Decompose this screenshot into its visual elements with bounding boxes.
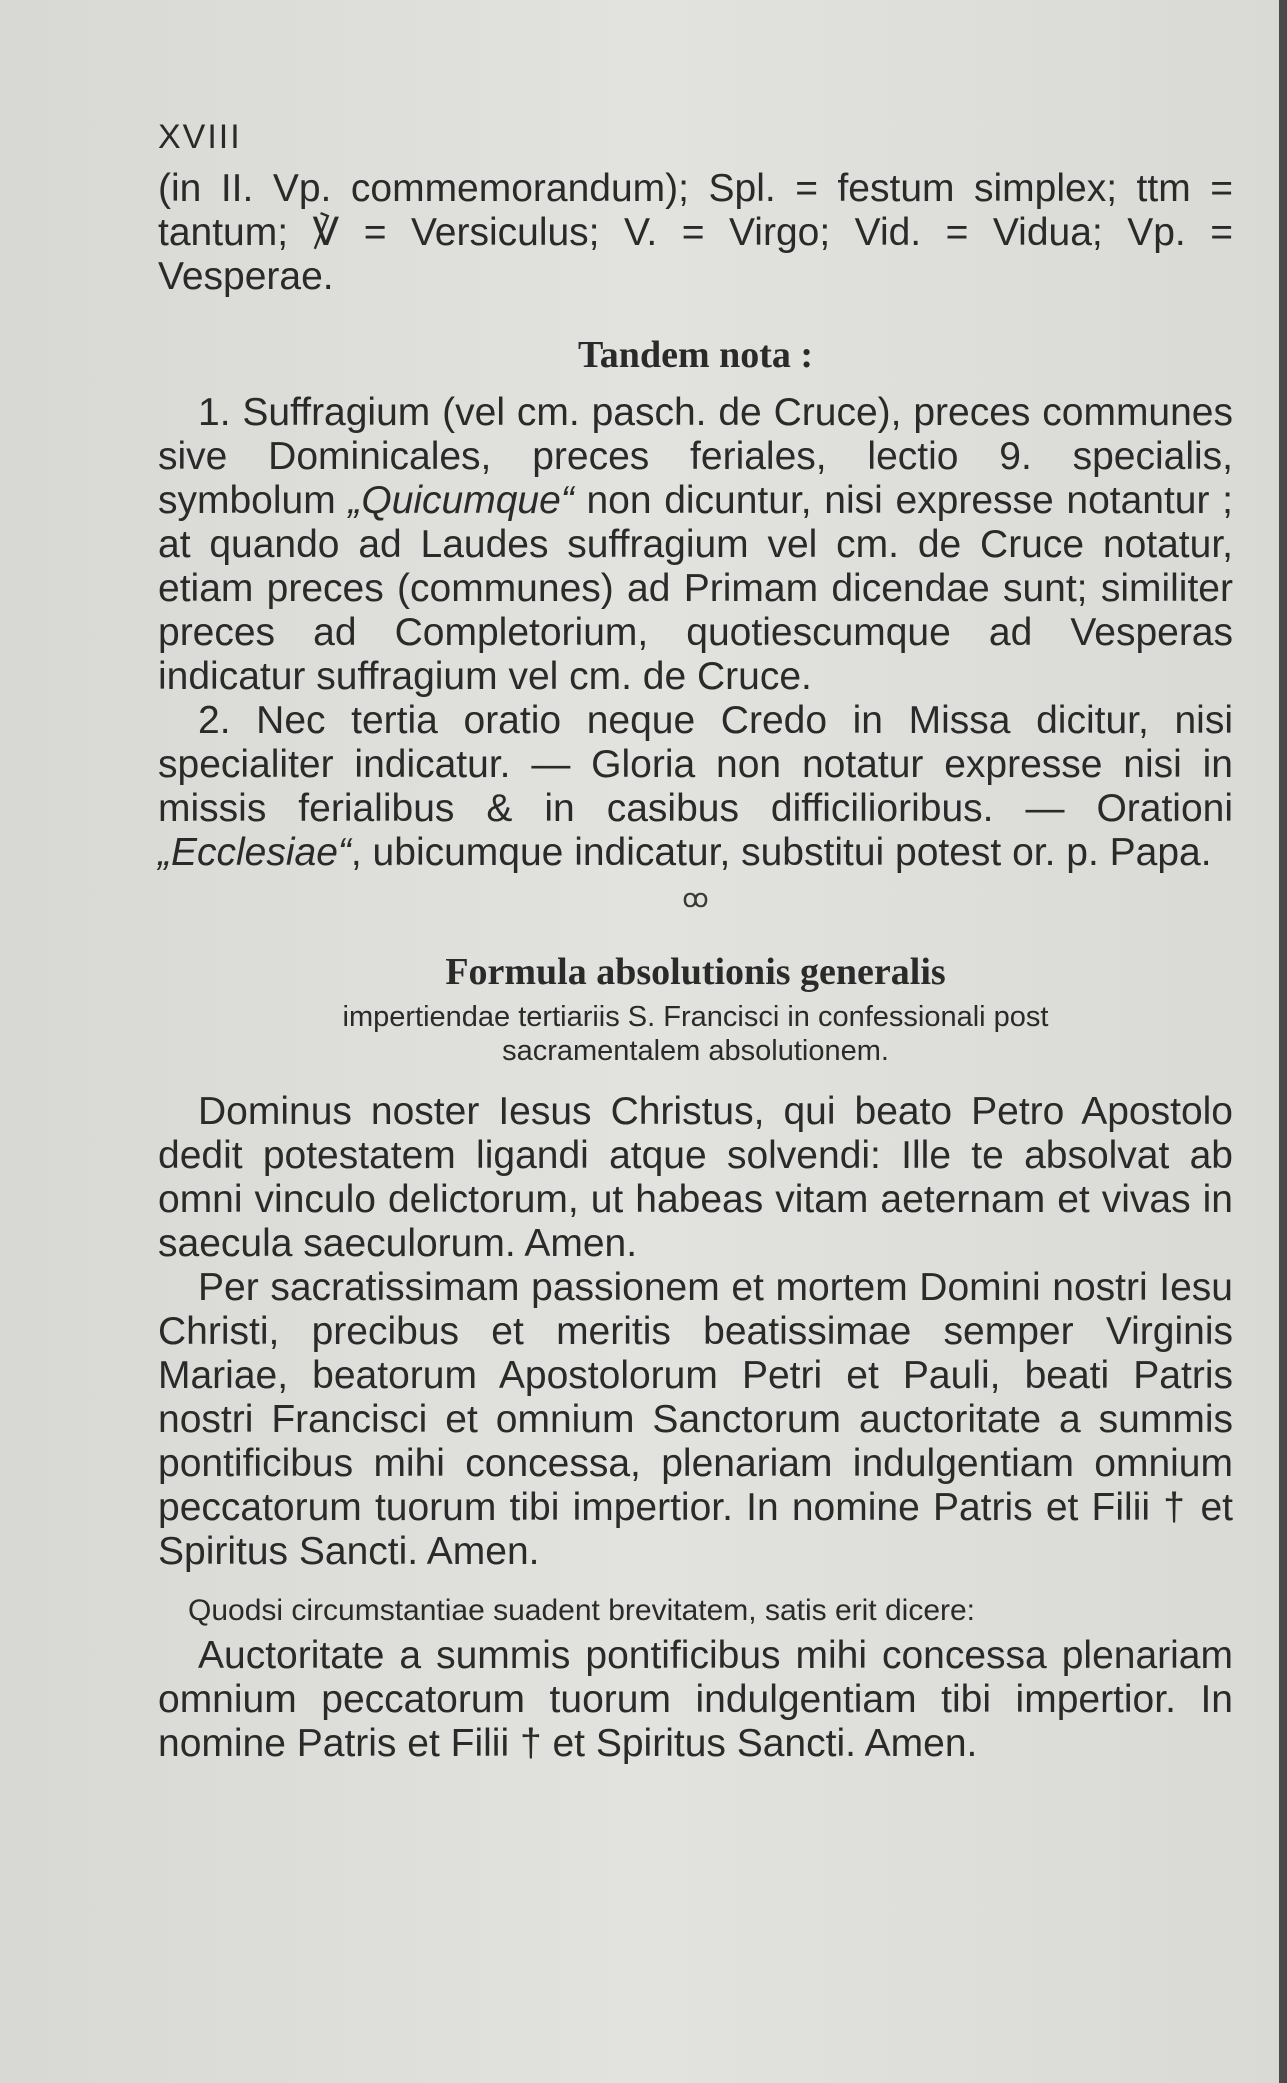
page-edge-shadow — [1279, 0, 1287, 2083]
nota-item-1-start: 1. Suffragium (vel cm. pasch. de Cruce), preces communes sive Dominicales, preces feriales, lectio 9. specialis, symbolum — [158, 391, 1233, 522]
nota-item-2-end: , ubicumque indicatur, substitui potest or. p. Papa. — [350, 831, 1212, 874]
formula-heading: Formula absolutionis generalis — [445, 951, 946, 993]
nota-item-2-italic: „Ecclesiae“ — [158, 831, 351, 874]
formula-subtitle-line-1: impertiendae tertiariis S. Francisci in confessionali post — [342, 1001, 1049, 1033]
formula-subtitle — [158, 1000, 1233, 1068]
nota-item-1-italic: „Quicumque“ — [348, 479, 574, 522]
formula-paragraph-1: Dominus noster Iesus Christus, qui beato Petro Apostolo dedit potestatem ligandi atque solvendi: Ille te absolvat ab omni vinculo delictorum, ut habeas vitam aeternam et vivas in saecula saeculorum. Amen. — [158, 1090, 1233, 1265]
nota-item-1 — [158, 391, 1233, 699]
formula-paragraph-2: Per sacratissimam passionem et mortem Domini nostri Iesu Christi, precibus et meritis beatissimae semper Virginis Mariae, beatorum Apostolorum Petri et Pauli, beati Patris nostri Francisci et omnium Sanctorum auctoritate a summis pontificibus mihi concessa, plenariam indulgentiam omnium peccatorum tuorum tibi impertior. In nomine Patris et Filii † et Spiritus Sancti. Amen. — [158, 1266, 1233, 1573]
page-content — [158, 118, 1233, 1766]
formula-subtitle-line-2: sacramentalem absolutionem. — [502, 1035, 889, 1067]
formula-paragraph-3: Auctoritate a summis pontificibus mihi concessa plenariam omnium peccatorum tuorum indulgentiam tibi impertior. In nomine Patris et Filii † et Spiritus Sancti. Amen. — [158, 1634, 1233, 1765]
abbreviations-paragraph: (in II. Vp. commemorandum); Spl. = festum simplex; ttm = tantum; ℣ = Versiculus; V. = Virgo; Vid. = Vidua; Vp. = Vesperae. — [158, 167, 1233, 298]
ornament-glyph: ꝏ — [682, 883, 709, 913]
nota-item-2-start: 2. Nec tertia oratio neque Credo in Missa dicitur, nisi specialiter indicatur. — Gloria non notatur expresse nisi in missis ferialibus & in casibus difficilioribus. — Orationi — [158, 699, 1233, 830]
nota-item-1-end: non dicuntur, nisi expresse notantur ; at quando ad Laudes suffragium vel cm. de Cruce notatur, etiam preces (communes) ad Primam dicendae sunt; similiter preces ad Completorium, quotiescumque ad Vesperas indicatur suffragium vel cm. de Cruce. — [158, 479, 1233, 698]
brevity-note: Quodsi circumstantiae suadent brevitatem, satis erit dicere: — [188, 1594, 976, 1627]
nota-heading: Tandem nota : — [577, 334, 814, 376]
nota-item-2 — [158, 699, 1233, 875]
page-number: XVIII — [158, 118, 242, 156]
